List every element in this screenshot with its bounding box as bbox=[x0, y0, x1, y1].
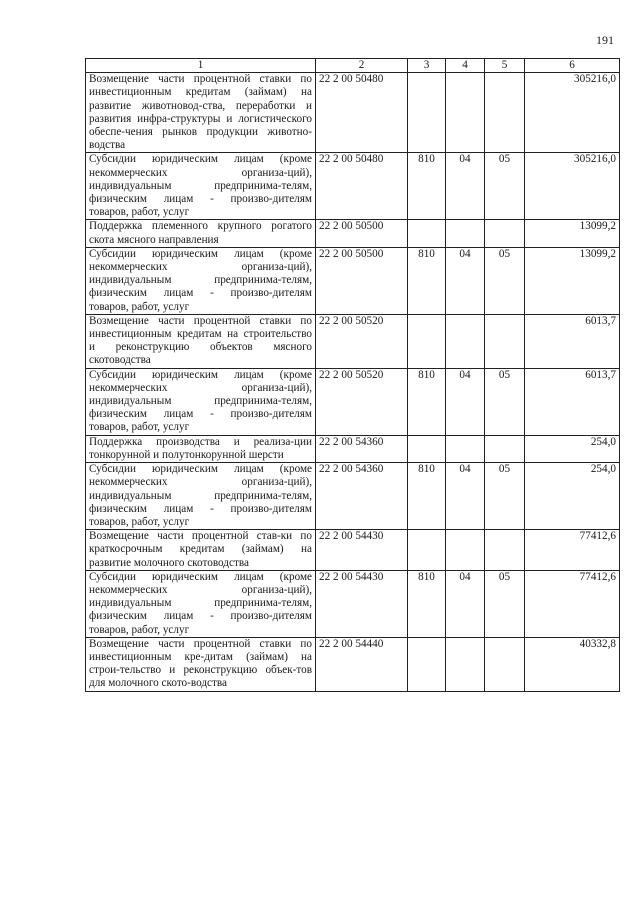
row-description: Субсидии юридическим лицам (кроме некоммерческих организа-ций), индивидуальным предпринима-телям, физическим лицам - произво-дителям товаров, работ, услуг bbox=[86, 368, 316, 435]
row-amount: 13099,2 bbox=[525, 220, 620, 247]
row-description: Субсидии юридическим лицам (кроме некоммерческих организа-ций), индивидуальным предпринима-телям, физическим лицам - произво-дителям товаров, работ, услуг bbox=[86, 153, 316, 220]
budget-table bbox=[85, 58, 620, 692]
table-row bbox=[86, 530, 620, 571]
row-subsection: 05 bbox=[485, 153, 525, 220]
row-section bbox=[446, 220, 485, 247]
row-description: Возмещение части процентной ставки по инвестиционным кре-дитам (займам) на строи-тельство и реконструкцию объек-тов для молочного ското-водства bbox=[86, 637, 316, 691]
table-row bbox=[86, 435, 620, 462]
row-code: 22 2 00 54440 bbox=[316, 637, 408, 691]
row-section bbox=[446, 530, 485, 571]
row-code: 22 2 00 50500 bbox=[316, 220, 408, 247]
row-expense-type: 810 bbox=[408, 570, 446, 637]
row-code: 22 2 00 50480 bbox=[316, 73, 408, 153]
row-amount: 77412,6 bbox=[525, 570, 620, 637]
table-row bbox=[86, 314, 620, 368]
header-cell: 6 bbox=[525, 59, 620, 73]
row-expense-type bbox=[408, 314, 446, 368]
row-expense-type: 810 bbox=[408, 368, 446, 435]
table-row bbox=[86, 247, 620, 314]
table-row bbox=[86, 637, 620, 691]
page-number: 191 bbox=[596, 33, 614, 47]
table-row bbox=[86, 73, 620, 153]
row-subsection: 05 bbox=[485, 463, 525, 530]
row-section: 04 bbox=[446, 247, 485, 314]
row-amount: 13099,2 bbox=[525, 247, 620, 314]
row-expense-type bbox=[408, 73, 446, 153]
row-subsection bbox=[485, 73, 525, 153]
header-cell: 1 bbox=[86, 59, 316, 73]
row-code: 22 2 00 54430 bbox=[316, 530, 408, 571]
row-description: Возмещение части процентной ставки по инвестиционным кредитам (займам) на развитие животновод-ства, переработки и развития инфра-структуры и логистического обеспе-чения рынков продукции животно-водства bbox=[86, 73, 316, 153]
header-cell: 4 bbox=[446, 59, 485, 73]
table-row bbox=[86, 153, 620, 220]
row-section bbox=[446, 435, 485, 462]
row-expense-type bbox=[408, 220, 446, 247]
row-section: 04 bbox=[446, 570, 485, 637]
row-code: 22 2 00 50520 bbox=[316, 314, 408, 368]
row-expense-type: 810 bbox=[408, 463, 446, 530]
header-cell: 5 bbox=[485, 59, 525, 73]
row-subsection: 05 bbox=[485, 570, 525, 637]
row-expense-type bbox=[408, 435, 446, 462]
row-section bbox=[446, 314, 485, 368]
row-code: 22 2 00 50520 bbox=[316, 368, 408, 435]
row-description: Субсидии юридическим лицам (кроме некоммерческих организа-ций), индивидуальным предпринима-телям, физическим лицам - произво-дителям товаров, работ, услуг bbox=[86, 247, 316, 314]
row-code: 22 2 00 54430 bbox=[316, 570, 408, 637]
row-expense-type bbox=[408, 637, 446, 691]
row-code: 22 2 00 54360 bbox=[316, 435, 408, 462]
row-expense-type: 810 bbox=[408, 153, 446, 220]
row-amount: 305216,0 bbox=[525, 153, 620, 220]
header-cell: 2 bbox=[316, 59, 408, 73]
row-description: Субсидии юридическим лицам (кроме некоммерческих организа-ций), индивидуальным предпринима-телям, физическим лицам - произво-дителям товаров, работ, услуг bbox=[86, 570, 316, 637]
row-code: 22 2 00 50500 bbox=[316, 247, 408, 314]
row-amount: 77412,6 bbox=[525, 530, 620, 571]
row-section bbox=[446, 73, 485, 153]
row-subsection bbox=[485, 435, 525, 462]
row-subsection bbox=[485, 530, 525, 571]
header-cell: 3 bbox=[408, 59, 446, 73]
row-description: Возмещение части процентной став-ки по краткосрочным кредитам (займам) на развитие молочного скотоводства bbox=[86, 530, 316, 571]
row-amount: 6013,7 bbox=[525, 368, 620, 435]
row-section: 04 bbox=[446, 463, 485, 530]
row-amount: 6013,7 bbox=[525, 314, 620, 368]
row-subsection: 05 bbox=[485, 247, 525, 314]
table-row bbox=[86, 220, 620, 247]
table-row bbox=[86, 570, 620, 637]
row-section: 04 bbox=[446, 153, 485, 220]
row-amount: 254,0 bbox=[525, 435, 620, 462]
row-amount: 254,0 bbox=[525, 463, 620, 530]
table-row bbox=[86, 368, 620, 435]
row-section: 04 bbox=[446, 368, 485, 435]
row-description: Поддержка производства и реализа-ции тонкорунной и полутонкорунной шерсти bbox=[86, 435, 316, 462]
header-row bbox=[86, 59, 620, 73]
row-description: Субсидии юридическим лицам (кроме некоммерческих организа-ций), индивидуальным предпринима-телям, физическим лицам - произво-дителям товаров, работ, услуг bbox=[86, 463, 316, 530]
row-description: Поддержка племенного крупного рогатого скота мясного направления bbox=[86, 220, 316, 247]
row-expense-type bbox=[408, 530, 446, 571]
row-expense-type: 810 bbox=[408, 247, 446, 314]
row-description: Возмещение части процентной ставки по инвестиционным кредитам на строительство и реконструкцию объектов мясного скотоводства bbox=[86, 314, 316, 368]
row-subsection: 05 bbox=[485, 368, 525, 435]
row-subsection bbox=[485, 220, 525, 247]
row-amount: 305216,0 bbox=[525, 73, 620, 153]
row-code: 22 2 00 54360 bbox=[316, 463, 408, 530]
row-subsection bbox=[485, 637, 525, 691]
row-subsection bbox=[485, 314, 525, 368]
row-amount: 40332,8 bbox=[525, 637, 620, 691]
table-row bbox=[86, 463, 620, 530]
row-code: 22 2 00 50480 bbox=[316, 153, 408, 220]
row-section bbox=[446, 637, 485, 691]
